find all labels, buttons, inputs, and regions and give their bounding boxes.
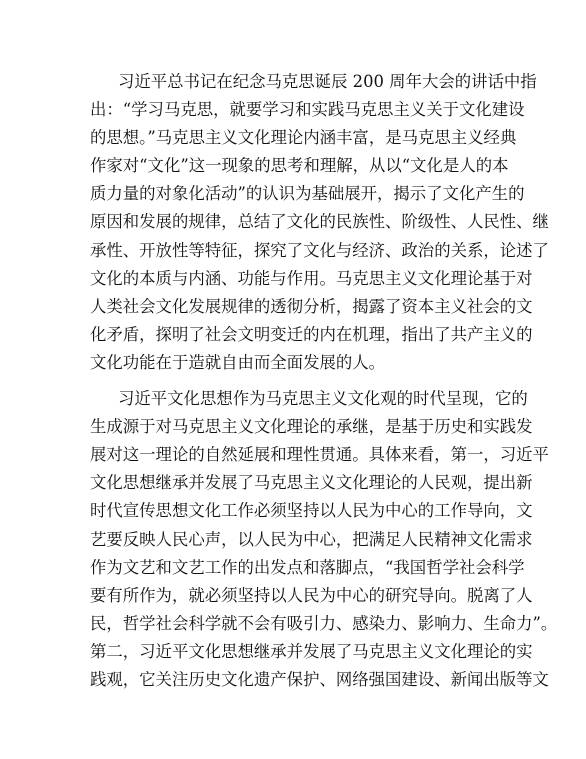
text-line: 民，哲学社会科学就不会有吸引力、感染力、影响力、生命力”。 — [90, 613, 558, 633]
paragraph-spacer — [90, 377, 500, 385]
text-line: 艺要反映人民心声，以人民为中心，把满足人民精神文化需求 — [90, 529, 533, 549]
text-line: 人类社会文化发展规律的透彻分析，揭露了资本主义社会的文 — [90, 296, 533, 316]
text-line: 习近平文化思想作为马克思主义文化观的时代呈现，它的 — [118, 389, 528, 409]
text-line: 原因和发展的规律，总结了文化的民族性、阶级性、人民性、继 — [90, 212, 549, 232]
text-line: 的思想。”马克思主义文化理论内涵丰富，是马克思主义经典 — [90, 128, 517, 148]
paragraph-2 — [90, 385, 558, 694]
text-line: 文化功能在于造就自由而全面发展的人。 — [90, 352, 386, 372]
text-line: 出：“学习马克思，就要学习和实践马克思主义关于文化建设 — [90, 100, 525, 120]
text-line: 展对这一理论的自然延展和理性贯通。具体来看，第一，习近平 — [90, 445, 549, 465]
text-line: 践观，它关注历史文化遗产保护、网络强国建设、新闻出版等文 — [90, 669, 549, 689]
text-line: 质力量的对象化活动”的认识为基础展开，揭示了文化产生的 — [90, 184, 525, 204]
text-line: 时代宣传思想文化工作必须坚持以人民为中心的工作导向，文 — [90, 501, 533, 521]
text-line: 作家对“文化”这一现象的思考和理解，从以“文化是人的本 — [90, 156, 509, 176]
text-line: 化矛盾，探明了社会文明变迁的内在机理，指出了共产主义的 — [90, 324, 533, 344]
text-line: 文化的本质与内涵、功能与作用。马克思主义文化理论基于对 — [90, 268, 533, 288]
text-line: 承性、开放性等特征，探究了文化与经济、政治的关系，论述了 — [90, 240, 549, 260]
text-line: 习近平总书记在纪念马克思诞辰 200 周年大会的讲话中指 — [118, 72, 537, 91]
text-line: 作为文艺和文艺工作的出发点和落脚点，“我国哲学社会科学 — [90, 557, 525, 577]
document-body — [90, 68, 558, 694]
text-line: 要有所作为，就必须坚持以人民为中心的研究导向。脱离了人 — [90, 585, 533, 605]
text-line: 生成源于对马克思主义文化理论的承继，是基于历史和实践发 — [90, 417, 533, 437]
text-line: 文化思想继承并发展了马克思主义文化理论的人民观，提出新 — [90, 473, 533, 493]
text-line: 第二，习近平文化思想继承并发展了马克思主义文化理论的实 — [90, 641, 533, 661]
paragraph-1 — [90, 68, 549, 377]
